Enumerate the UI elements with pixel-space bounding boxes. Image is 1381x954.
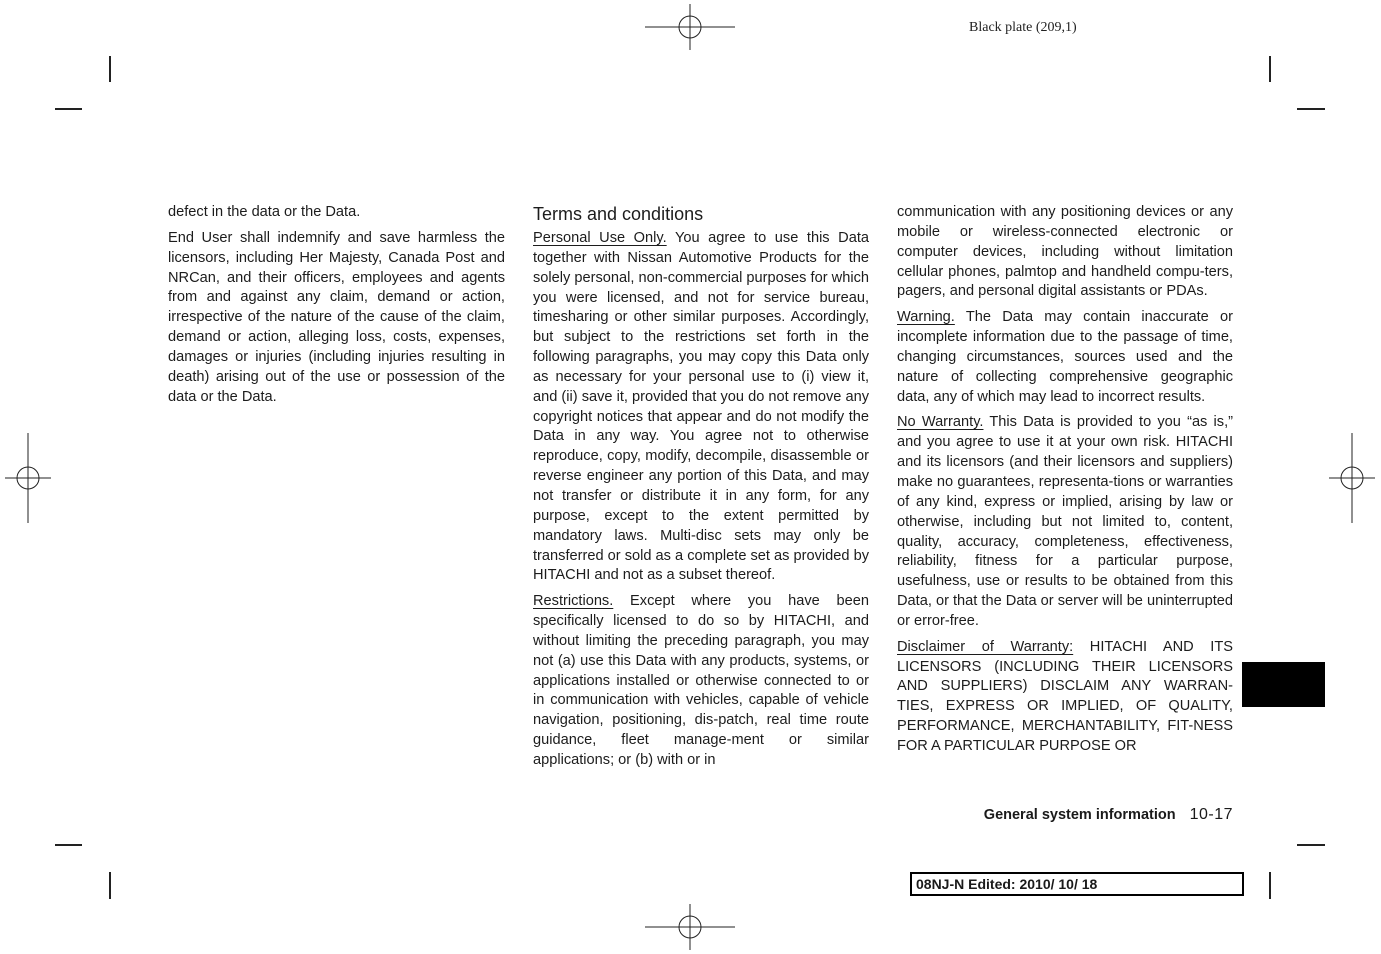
- no-warranty-body: This Data is provided to you “as is,” and you agree to use it at your own risk. HITACHI and its licensors (and their licensors and suppliers) make no guarantees, representa-tions or warranties of any kind, express or implied, arising by law or otherwise, including but not limited to, content, quality, accuracy, completeness, effectiveness, reliability, fitness for a particular purpose, usefulness, use or results to be obtained from this Data, or that the Data or server will be uninterrupted or error-free.: [897, 414, 1233, 629]
- paragraph-no-warranty: [897, 413, 1233, 631]
- paragraph-communication: communication with any positioning devices or any mobile or wireless-connected electronic or computer devices, including without limitation cellular phones, palmtop and handheld compu-ters, pagers, and personal digital assistants or PDAs.: [897, 204, 1233, 300]
- crop-mark: [109, 56, 111, 82]
- page-footer: [984, 806, 1233, 824]
- registration-mark-top: [645, 4, 735, 50]
- page-number: 10-17: [1189, 806, 1233, 823]
- crop-mark: [1297, 844, 1325, 846]
- paragraph-disclaimer: [897, 638, 1233, 757]
- paragraph-indemnify: End User shall indemnify and save harmless the licensors, including Her Majesty, Canada Post and NRCan, and their officers, employees and agents from and against any claim, demand or action, irrespective of the nature of the cause of the claim, demand or action, alleging loss, costs, expenses, damages or injuries (including injuries resulting in death) arising out of the use or possession of the data or the Data.: [168, 229, 505, 405]
- crop-mark: [1297, 108, 1325, 110]
- column-right: [897, 203, 1233, 763]
- personal-use-body: You agree to use this Data together with Nissan Automotive Products for the solely personal, non-commercial purposes for which you were licensed, and not for service bureau, timesharing or other similar purposes. Accordingly, but subject to the restrictions set forth in the following paragraphs, you may copy this Data only as necessary for your personal use to (i) view it, and (ii) save it, provided that you do not remove any copyright notices that appear and do not modify the Data in any way. You agree not to otherwise reproduce, copy, modify, decompile, disassemble or reverse engineer any portion of this Data, and may not transfer or distribute it in any form, for any purpose, except to the extent permitted by mandatory laws. Multi-disc sets may only be transferred or sold as a complete set as provided by HITACHI and not as a subset thereof.: [533, 230, 869, 584]
- paragraph-restrictions: [533, 592, 869, 771]
- disclaimer-lead: Disclaimer of Warranty:: [897, 638, 1074, 655]
- column-left: [168, 203, 505, 413]
- crop-mark: [1269, 56, 1271, 82]
- warning-body: The Data may contain inaccurate or incomplete information due to the passage of time, changing circumstances, sources used and the nature of collecting comprehensive geographic data, any of which may lead to incorrect results.: [897, 309, 1233, 405]
- warning-lead: Warning.: [897, 309, 955, 326]
- plate-label: Black plate (209,1): [969, 20, 1077, 35]
- footer-section-title: General system information: [983, 807, 1176, 823]
- paragraph-defect: defect in the data or the Data.: [168, 204, 361, 220]
- disclaimer-body: HITACHI AND ITS LICENSORS (INCLUDING THEIR LICENSORS AND SUPPLIERS) DISCLAIM ANY WARRAN-TIES, EXPRESS OR IMPLIED, OF QUALITY, PERFORMANCE, MERCHANTABILITY, FIT-NESS FOR A PARTICULAR PURPOSE OR: [897, 638, 1233, 754]
- crop-mark: [55, 108, 82, 110]
- no-warranty-lead: No Warranty.: [897, 414, 984, 431]
- chapter-thumb-tab: [1242, 662, 1325, 707]
- crop-mark: [1269, 872, 1271, 899]
- column-middle: [533, 203, 869, 777]
- registration-mark-right: [1329, 433, 1375, 523]
- restrictions-lead: Restrictions.: [533, 593, 614, 610]
- paragraph-personal-use: [533, 229, 869, 586]
- registration-mark-bottom: [645, 904, 735, 950]
- crop-mark: [109, 872, 111, 899]
- registration-mark-left: [5, 433, 51, 523]
- restrictions-body: Except where you have been specifically licensed to do so by HITACHI, and without limiting the preceding paragraph, you may not (a) use this Data with any products, systems, or applications installed or otherwise connected to or in communication with vehicles, capable of vehicle navigation, positioning, dis-patch, real time route guidance, fleet manage-ment or similar applications; or (b) with or in: [533, 593, 869, 768]
- edited-stamp: 08NJ-N Edited: 2010/ 10/ 18: [910, 872, 1244, 896]
- section-heading: Terms and conditions: [533, 204, 704, 224]
- personal-use-lead: Personal Use Only.: [533, 230, 667, 246]
- paragraph-warning: [897, 308, 1233, 407]
- crop-mark: [55, 844, 82, 846]
